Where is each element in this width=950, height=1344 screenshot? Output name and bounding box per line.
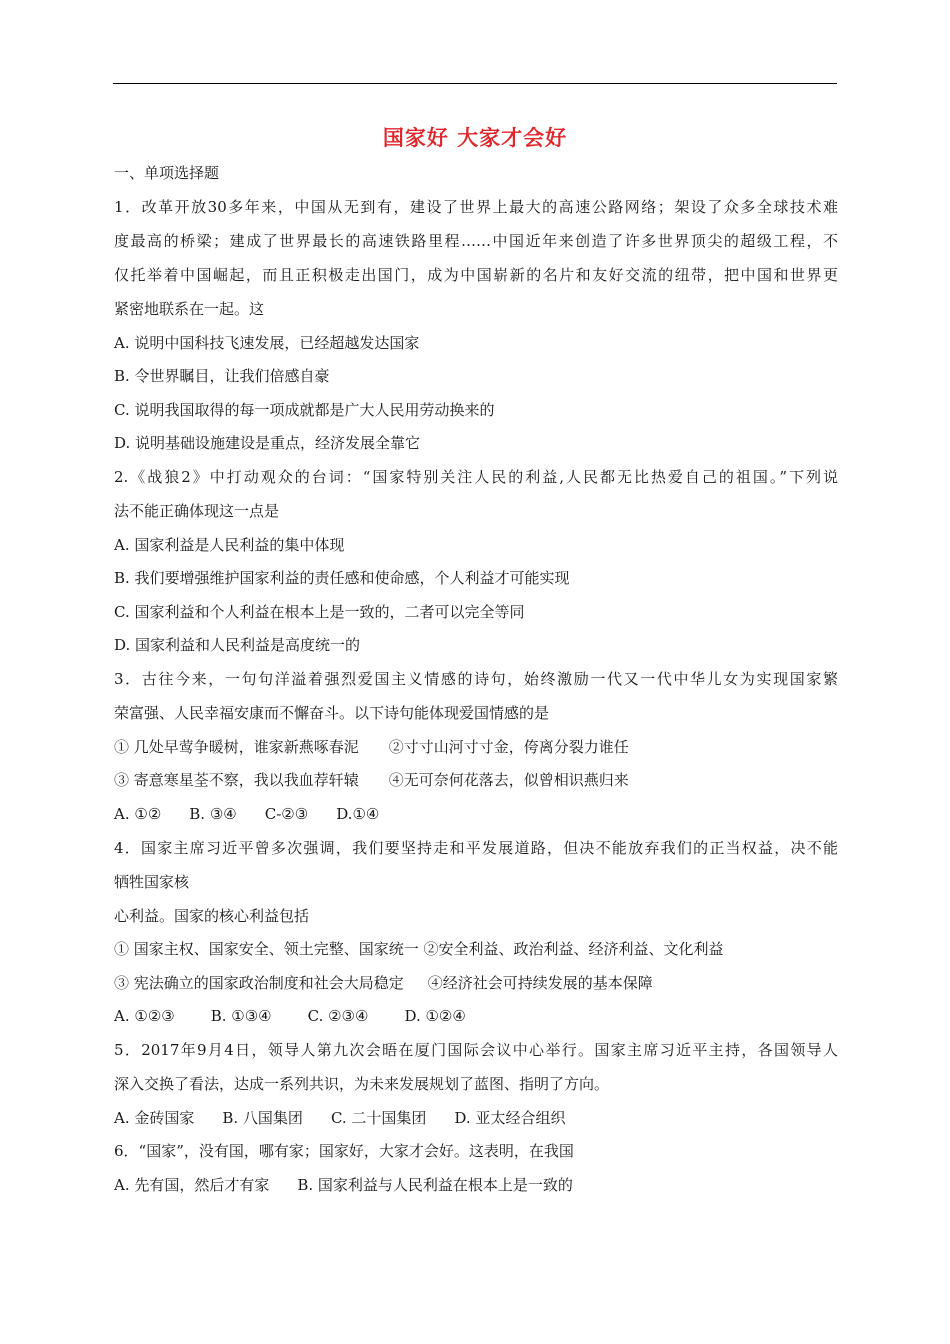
q4-option-c: C. ②③④ (307, 1007, 369, 1025)
q1-stem-line: 紧密地联系在一起。这 (114, 300, 265, 318)
q1-option-a: A. 说明中国科技飞速发展，已经超越发达国家 (114, 334, 420, 352)
q4-stem-line: 4．国家主席习近平曾多次强调，我们要坚持走和平发展道路，但决不能放弃我们的正当权益，决不能 (114, 839, 838, 857)
q3-stem-line: 3．古往今来，一句句洋溢着强烈爱国主义情感的诗句，始终激励一代又一代中华儿女为实现国家繁 (114, 670, 838, 688)
q3-stem-line: 荣富强、人民幸福安康而不懈奋斗。以下诗句能体现爱国情感的是 (114, 704, 550, 722)
q1-option-c: C. 说明我国取得的每一项成就都是广大人民用劳动换来的 (114, 401, 495, 419)
q2-stem-line: 法不能正确体现这一点是 (114, 502, 280, 520)
q3-statements-row (114, 737, 838, 757)
q3-option-d: D.①④ (336, 805, 380, 823)
q3-option-a: A. ①② (114, 805, 162, 823)
q4-option-a: A. ①②③ (114, 1007, 175, 1025)
q5-options-row (114, 1108, 838, 1128)
q4-statement-4: ④经济社会可持续发展的基本保障 (427, 974, 653, 992)
q3-option-b: B. ③④ (189, 805, 237, 823)
q1-stem-line: 度最高的桥梁；建成了世界最长的高速铁路里程……中国近年来创造了许多世界顶尖的超级工程，不 (114, 232, 838, 250)
q5-stem-line: 深入交换了看法，达成一系列共识，为未来发展规划了蓝图、指明了方向。 (114, 1075, 610, 1093)
q3-option-c: C-②③ (264, 805, 309, 823)
q3-statement-2: ②寸寸山河寸寸金，侉离分裂力谁任 (388, 738, 629, 756)
q1-stem-line: 仅托举着中国崛起，而且正积极走出国门，成为中国崭新的名片和友好交流的纽带，把中国和世界更 (114, 266, 838, 284)
q4-option-d: D. ①②④ (404, 1007, 466, 1025)
q6-options-row (114, 1175, 838, 1195)
q5-option-a: A. 金砖国家 (114, 1109, 195, 1127)
q3-statement-3: ③ 寄意寒星荃不察，我以我血荐轩辕 (114, 771, 359, 789)
q5-option-c: C. 二十国集团 (330, 1109, 427, 1127)
q1-stem-line: 1．改革开放30多年来，中国从无到有，建设了世界上最大的高速公路网络；架设了众多全球技术难 (114, 198, 838, 216)
q6-option-a: A. 先有国，然后才有家 (114, 1176, 270, 1194)
q2-option-a: A. 国家利益是人民利益的集中体现 (114, 536, 345, 554)
q3-options-row (114, 804, 838, 824)
q1-option-d: D. 说明基础设施建设是重点，经济发展全靠它 (114, 434, 421, 452)
q4-stem-line: 心利益。国家的核心利益包括 (114, 907, 310, 925)
q5-option-d: D. 亚太经合组织 (454, 1109, 566, 1127)
q1-option-b: B. 令世界瞩目，让我们倍感自豪 (114, 367, 330, 385)
page-title: 国家好 大家才会好 (382, 125, 568, 150)
q4-statements-row: ① 国家主权、国家安全、领土完整、国家统一 ②安全利益、政治利益、经济利益、文化利益 (114, 940, 724, 958)
q2-option-c: C. 国家利益和个人利益在根本上是一致的，二者可以完全等同 (114, 603, 525, 621)
q4-statements-row (114, 973, 838, 993)
q4-statement-3: ③ 宪法确立的国家政治制度和社会大局稳定 (114, 974, 404, 992)
header-rule (113, 83, 837, 84)
q3-statement-4: ④无可奈何花落去，似曾相识燕归来 (388, 771, 629, 789)
q5-stem-line: 5．2017年9月4日，领导人第九次会晤在厦门国际会议中心举行。国家主席习近平主持，各国领导人 (114, 1041, 838, 1059)
section-heading: 一、单项选择题 (114, 164, 220, 182)
q2-option-b: B. 我们要增强维护国家利益的责任感和使命感，个人利益才可能实现 (114, 569, 570, 587)
q6-option-b: B. 国家利益与人民利益在根本上是一致的 (297, 1176, 573, 1194)
q2-stem-line: 2.《战狼2》中打动观众的台词：“国家特别关注人民的利益,人民都无比热爱自己的祖国。”下列说 (114, 468, 838, 486)
q6-stem-line: 6．“国家”，没有国，哪有家；国家好，大家才会好。这表明，在我国 (114, 1142, 574, 1160)
q2-option-d: D. 国家利益和人民利益是高度统一的 (114, 636, 361, 654)
q4-stem-line: 牺牲国家核 (114, 873, 190, 891)
q3-statements-row (114, 770, 838, 790)
q3-statement-1: ① 几处早莺争暖树，谁家新燕啄春泥 (114, 738, 359, 756)
q4-option-b: B. ①③④ (210, 1007, 272, 1025)
q5-option-b: B. 八国集团 (222, 1109, 303, 1127)
q4-options-row (114, 1006, 838, 1026)
